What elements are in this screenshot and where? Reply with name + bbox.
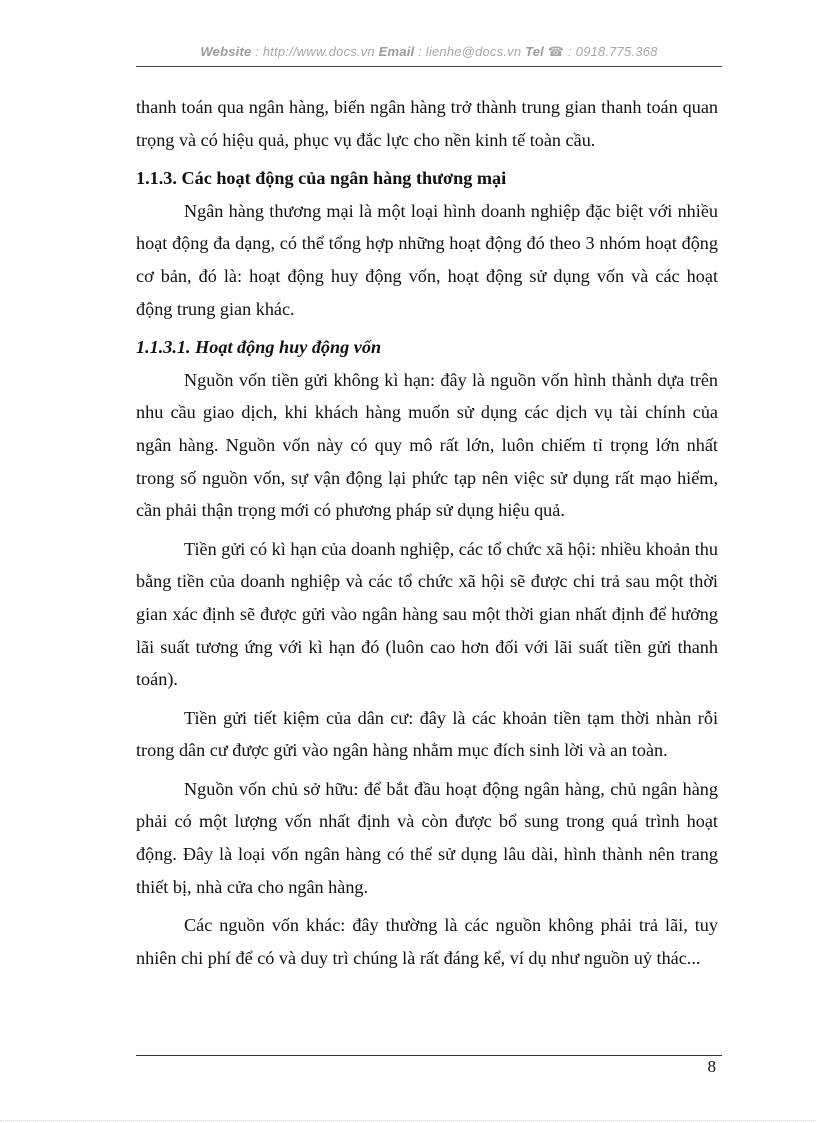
email-label: Email: [378, 44, 415, 59]
page-header: [136, 44, 722, 66]
page-number: 8: [707, 1057, 716, 1076]
email-value: : lienhe@docs.vn: [414, 44, 526, 59]
page-edge: [0, 1120, 816, 1121]
paragraph-term-deposits: Tiền gửi có kì hạn của doanh nghiệp, các tổ chức xã hội: nhiều khoản thu bằng tiền của doanh nghiệp và các tổ chức xã hội sẽ được chi trả sau một thời gian xác định sẽ được gửi vào ngân hàng sau một thời gian nhất định để hưởng lãi suất tương ứng với kì hạn đó (luôn cao hơn đối với lãi suất tiền gửi thanh toán).: [136, 538, 718, 690]
website-label: Website: [200, 44, 252, 59]
footer-divider: [136, 1055, 722, 1056]
paragraph-demand-deposits: Nguồn vốn tiền gửi không kì hạn: đây là nguồn vốn hình thành dựa trên nhu cầu giao dịch, khi khách hàng muốn sử dụng các dịch vụ tài chính của ngân hàng. Nguồn vốn này có quy mô rất lớn, luôn chiếm tỉ trọng lớn nhất trong số nguồn vốn, sự vận động lại phức tạp nên việc sử dụng rất mạo hiểm, cần phải thận trọng mới có phương pháp sử dụng hiệu quả.: [136, 369, 718, 521]
tel-value: ☎ : 0918.775.368: [544, 44, 658, 59]
subsection-heading: 1.1.3.1. Hoạt động huy động vốn: [136, 337, 382, 358]
paragraph-savings: Tiền gửi tiết kiệm của dân cư: đây là các khoản tiền tạm thời nhàn rỗi trong dân cư được gửi vào ngân hàng nhằm mục đích sinh lời và an toàn.: [136, 707, 718, 761]
paragraph-continuation: thanh toán qua ngân hàng, biến ngân hàng trở thành trung gian thanh toán quan trọng và có hiệu quả, phục vụ đắc lực cho nền kinh tế toàn cầu.: [136, 97, 718, 150]
section-heading: 1.1.3. Các hoạt động của ngân hàng thương mại: [136, 168, 507, 189]
document-body: [136, 91, 718, 974]
tel-label: Tel: [525, 44, 544, 59]
paragraph-other-sources: Các nguồn vốn khác: đây thường là các nguồn không phải trả lãi, tuy nhiên chi phí để có và duy trì chúng là rất đáng kể, ví dụ như nguồn uỷ thác...: [136, 915, 718, 968]
website-value: : http://www.docs.vn: [251, 44, 379, 59]
paragraph-overview: Ngân hàng thương mại là một loại hình doanh nghiệp đặc biệt với nhiều hoạt động đa dạng, có thể tổng hợp những hoạt động đó theo 3 nhóm hoạt động cơ bản, đó là: hoạt động huy động vốn, hoạt động sử dụng vốn và các hoạt động trung gian khác.: [136, 200, 718, 319]
paragraph-equity: Nguồn vốn chủ sở hữu: để bắt đầu hoạt động ngân hàng, chủ ngân hàng phải có một lượng vốn nhất định và còn được bổ sung trong quá trình hoạt động. Đây là loại vốn ngân hàng có thể sử dụng lâu dài, hình thành nên trang thiết bị, nhà cửa cho ngân hàng.: [136, 778, 718, 897]
header-divider: [136, 66, 722, 67]
